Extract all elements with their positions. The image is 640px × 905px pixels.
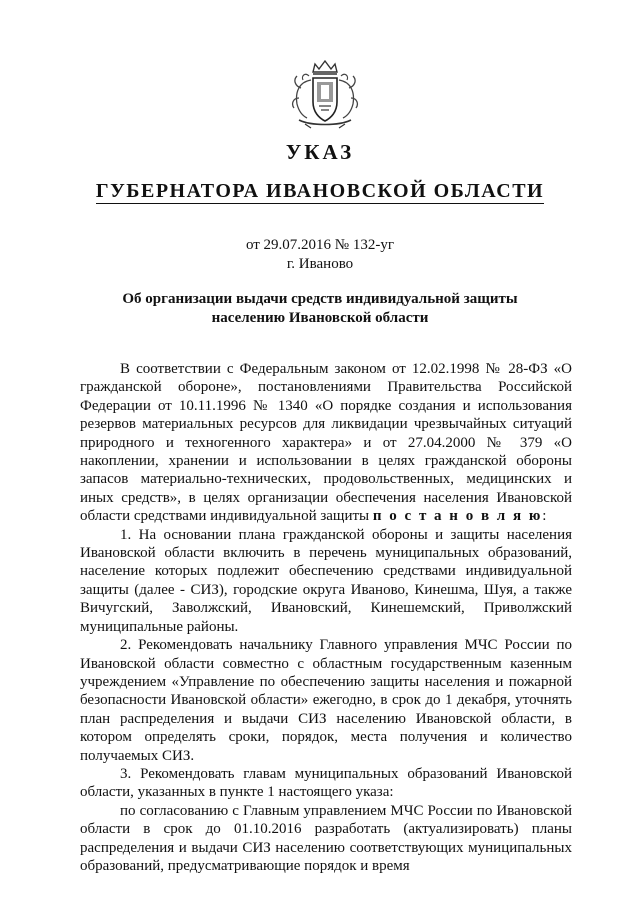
item-1: 1. На основании плана гражданской обороны и защиты населения Ивановской области включить в перечень муниципальных образований, население которых подлежит обеспечению средствами индивидуальной защиты (далее - СИЗ), городские округа Иваново, Кинешма, Шуя, а также Вичугский, Заволжский, Ивановский, Кинешемский, Приволжский муниципальные районы. <box>80 526 572 635</box>
intro-paragraph <box>80 360 572 526</box>
item-2: 2. Рекомендовать начальнику Главного управления МЧС России по Ивановской области совместно с областным государственным казенным учреждением «Управление по обеспечению защиты населения и пожарной безопасности Ивановской области» ежегодно, в срок до 1 декабря, уточнять план распределения и выдачи СИЗ населению Ивановской области, в котором определять сроки, порядок, места получения и количество получаемых СИЗ. <box>80 637 572 764</box>
document-body <box>80 360 572 875</box>
decree-colon: : <box>542 508 547 525</box>
issuer-title-text: ГУБЕРНАТОРА ИВАНОВСКОЙ ОБЛАСТИ <box>95 180 545 202</box>
item-3-subitem: по согласованию с Главным управлением МЧС России по Ивановской области в срок до 01.10.2016 разработать (актуализировать) планы распределения и выдачи СИЗ населению соответствующих муниципальных образований, предусматривающие порядок и время <box>80 802 572 874</box>
intro-text: В соответствии с Федеральным законом от 12.02.1998 № 28-ФЗ «О гражданской обороне», постановлениями Правительства Российской Федерации от 10.11.1996 № 1340 «О порядке создания и использования резервов материальных ресурсов для ликвидации чрезвычайных ситуаций природного и техногенного характера» и от 27.04.2000 № 379 «О накоплении, хранении и использовании в целях гражданской обороны запасов материально-технических, продовольственных, медицинских и иных средств», в целях организации обеспечения населения Ивановской области средствами индивидуальной защиты <box>80 361 572 525</box>
decree-word: п о с т а н о в л я ю <box>372 508 543 525</box>
coat-of-arms-icon <box>291 58 359 130</box>
date-number: от 29.07.2016 № 132-уг <box>245 237 395 253</box>
city: г. Иваново <box>286 256 354 272</box>
document-subject: Об организации выдачи средств индивидуальной защиты населению Ивановской области <box>122 291 518 326</box>
item-3: 3. Рекомендовать главам муниципальных образований Ивановской области, указанных в пункте 1 настоящего указа: <box>80 765 572 801</box>
issuer-title <box>0 180 640 203</box>
document-type: УКАЗ <box>285 140 355 164</box>
